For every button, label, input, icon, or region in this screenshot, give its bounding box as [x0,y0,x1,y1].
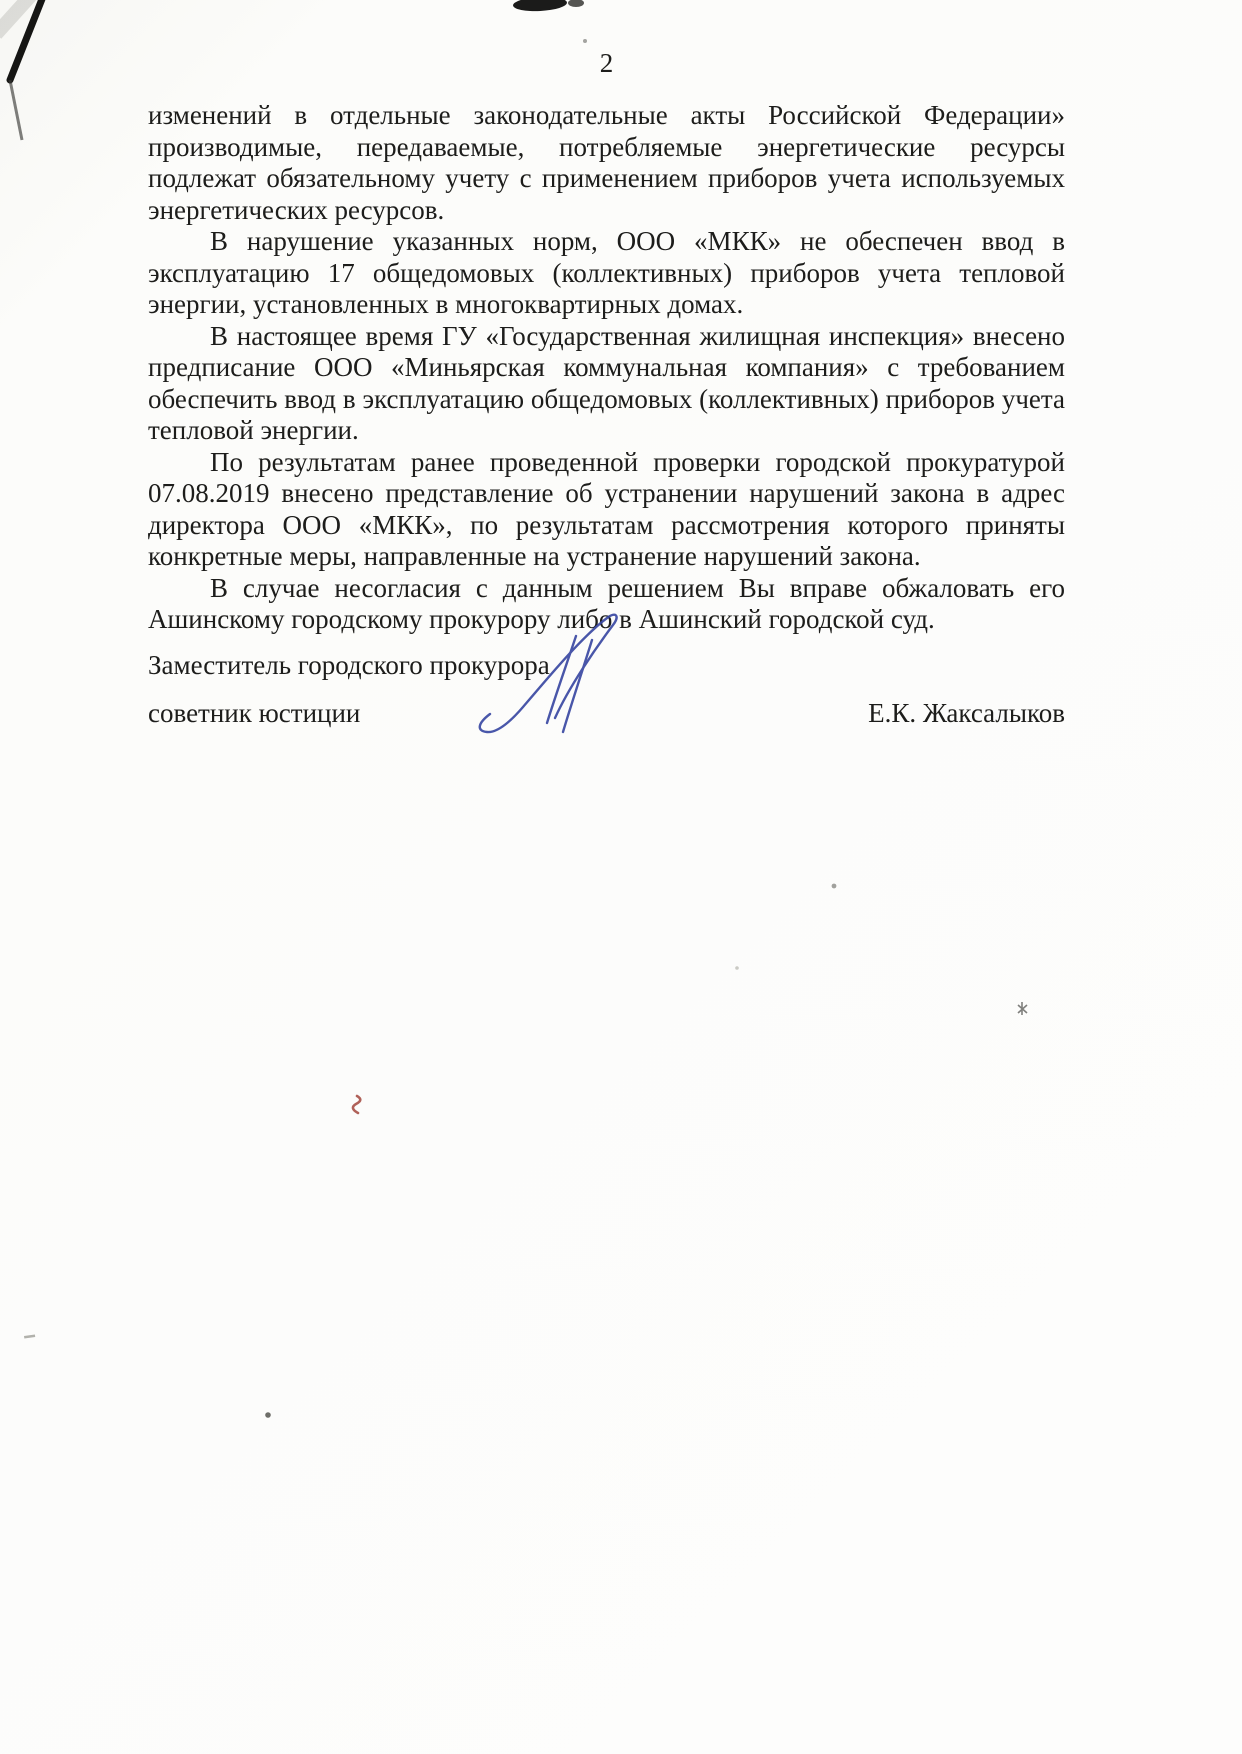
corner-crease-line [10,0,44,80]
signature-title-line: Заместитель городского прокурора [148,650,550,680]
paragraph-3: В настоящее время ГУ «Государственная жилищная инспекция» внесено предписание ООО «Миньярская коммунальная компания» с требованием обеспечить ввод в эксплуатацию общедомовых (коллективных) приборов учета тепловой энергии. [148,320,1065,445]
speck-dash [24,1334,35,1338]
corner-crease-tail [10,80,22,140]
signatory-name: Е.К. Жаксалыков [868,698,1065,728]
top-edge-smudge-small [568,0,584,7]
signature-block [148,650,1065,729]
speck-under-page-number [583,39,587,43]
speck-2 [265,1412,271,1418]
speck-3 [735,966,739,970]
signature-rank-row [148,698,1065,729]
paragraph-2: В нарушение указанных норм, ООО «МКК» не обеспечен ввод в эксплуатацию 17 общедомовых (коллективных) приборов учета тепловой энергии, установленных в многоквартирных домах. [148,226,1065,319]
document-body [148,100,1065,636]
speck-asterisk [1018,1002,1027,1015]
page-number: 2 [599,48,614,78]
corner-crease-shadow [0,0,34,34]
paragraph-4: По результатам ранее проведенной проверки городской прокуратурой 07.08.2019 внесено представление об устранении нарушений закона в адрес директора ООО «МКК», по результатам рассмотрения которого приняты конкретные меры, направленные на устранение нарушений закона. [148,446,1065,571]
signature-rank-line: советник юстиции [148,698,361,728]
paragraph-5: В случае несогласия с данным решением Вы вправе обжаловать его Ашинскому городскому прокурору либо в Ашинский городской суд. [148,572,1065,634]
speck-1 [832,884,837,889]
red-ink-speck [353,1096,360,1113]
paragraph-1: изменений в отдельные законодательные акты Российской Федерации» производимые, передаваемые, потребляемые энергетические ресурсы подлежат обязательному учету с применением приборов учета используемых энергетических ресурсов. [148,100,1065,225]
top-edge-smudge [513,0,568,12]
